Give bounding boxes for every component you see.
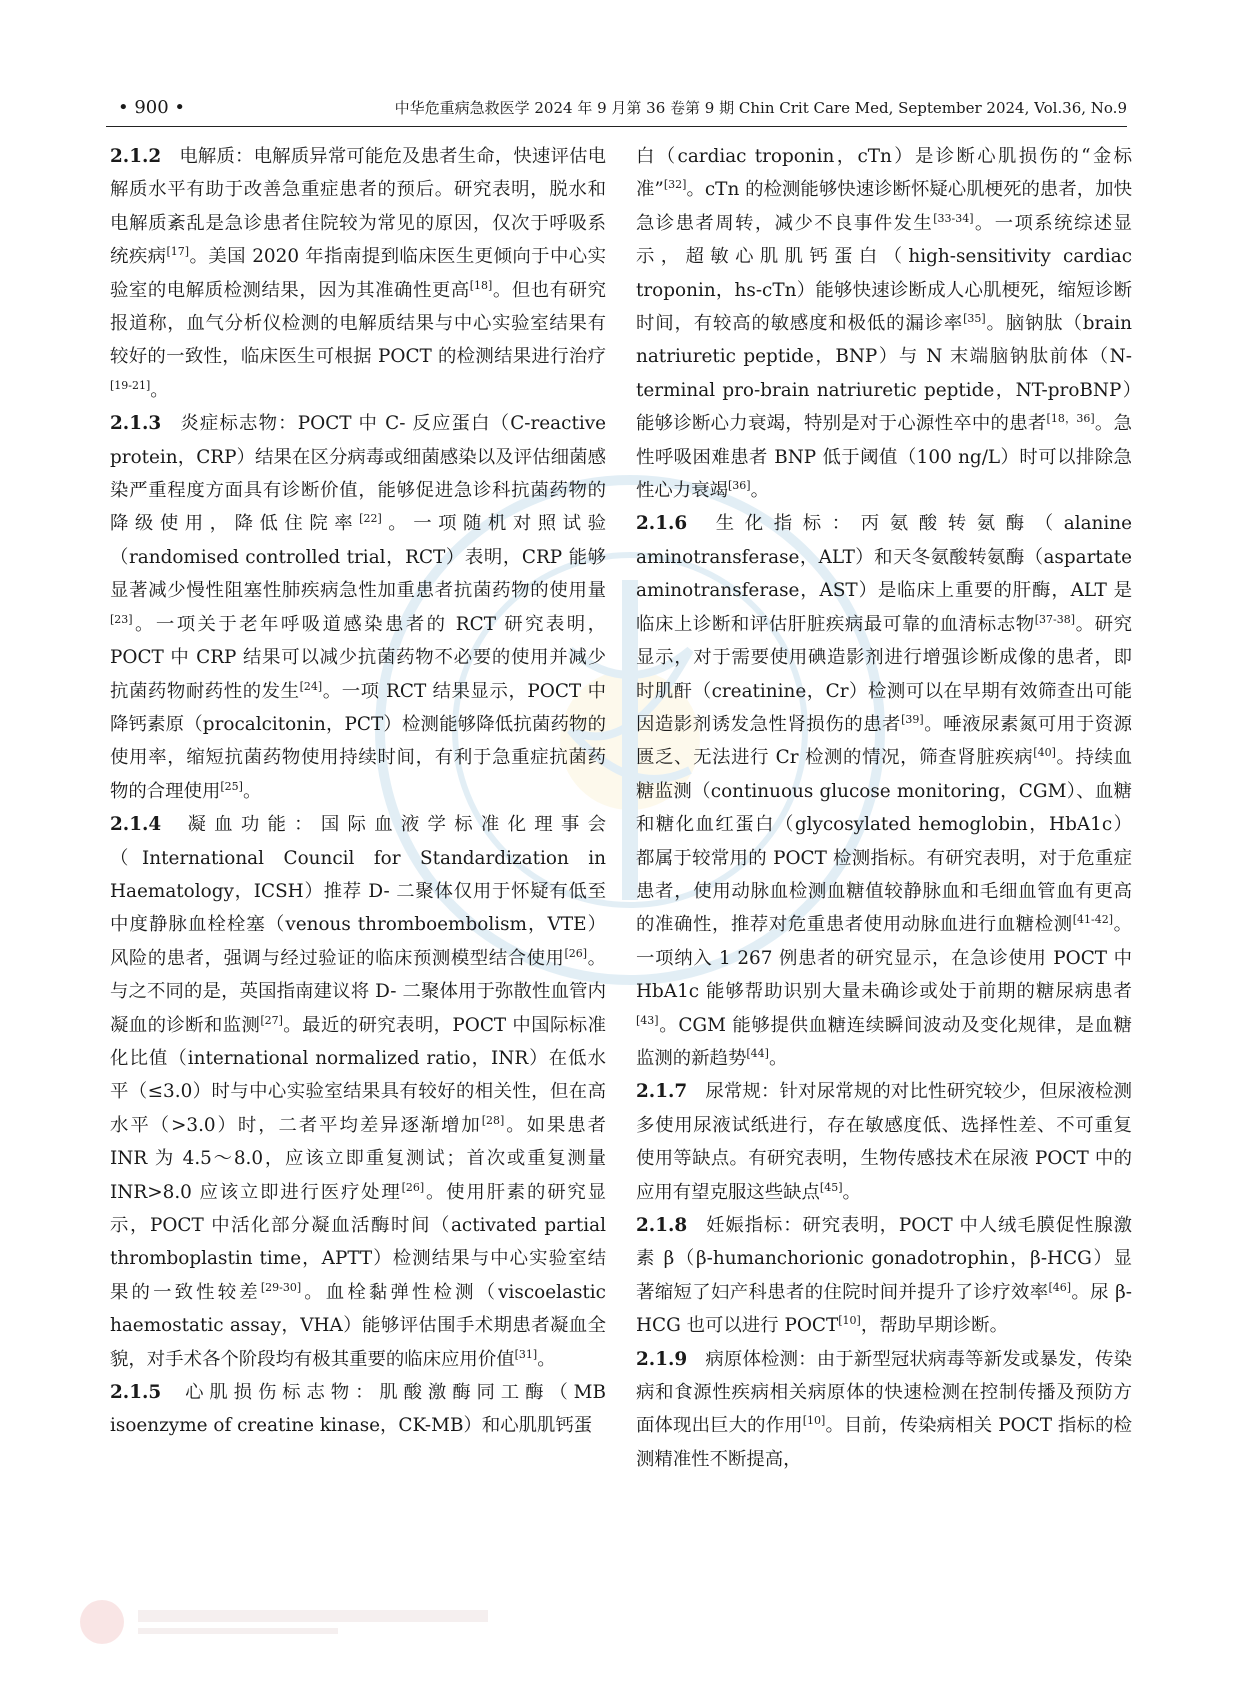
section-number: 2.1.9 bbox=[636, 1348, 688, 1370]
paragraph bbox=[636, 140, 1132, 507]
section-number: 2.1.7 bbox=[636, 1081, 688, 1103]
paragraph-text: 妊娠指标：研究表明，POCT 中人绒毛膜促性腺激素 β（β-humanchorionic gonadotrophin，β-HCG）显著缩短了妇产科患者的住院时间并提升了诊疗效率[46]。尿 β-HCG 也可以进行 POCT[10]，帮助早期诊断。 bbox=[636, 1215, 1132, 1337]
section-number: 2.1.3 bbox=[110, 413, 162, 435]
paragraph bbox=[636, 1075, 1132, 1209]
paragraph-text: 尿常规：针对尿常规的对比性研究较少，但尿液检测多使用尿液试纸进行，存在敏感度低、选择性差、不可重复使用等缺点。有研究表明，生物传感技术在尿液 POCT 中的应用有望克服这些缺点[45]。 bbox=[636, 1081, 1132, 1203]
paragraph bbox=[110, 1376, 606, 1443]
paragraph-text: 炎症标志物：POCT 中 C- 反应蛋白（C-reactive protein，CRP）结果在区分病毒或细菌感染以及评估细菌感染严重程度方面具有诊断价值，能够促进急诊科抗菌药物的降级使用，降低住院率[22]。一项随机对照试验（randomised controlled trial，RCT）表明，CRP 能够显著减少慢性阻塞性肺疾病急性加重患者抗菌药物的使用量[23]。一项关于老年呼吸道感染患者的 RCT 研究表明，POCT 中 CRP 结果可以减少抗菌药物不必要的使用并减少抗菌药物耐药性的发生[24]。一项 RCT 结果显示，POCT 中降钙素原（procalcitonin，PCT）检测能够降低抗菌药物的使用率，缩短抗菌药物使用持续时间，有利于急重症抗菌药物的合理使用[25]。 bbox=[110, 413, 606, 802]
section-number: 2.1.8 bbox=[636, 1215, 688, 1236]
paragraph bbox=[110, 407, 606, 808]
left-column bbox=[110, 140, 606, 1443]
paragraph bbox=[636, 507, 1132, 1075]
paragraph bbox=[636, 1343, 1132, 1477]
paragraph-text: 生化指标：丙氨酸转氨酶（alanine aminotransferase，ALT）和天冬氨酸转氨酶（aspartate aminotransferase，AST）是临床上重要的肝酶，ALT 是临床上诊断和评估肝脏疾病最可靠的血清标志物[37-38]。研究显示，对于需要使用碘造影剂进行增强诊断成像的患者，即时肌酐（creatinine，Cr）检测可以在早期有效筛查出可能因造影剂诱发急性肾损伤的患者[39]。唾液尿素氮可用于资源匮乏、无法进行 Cr 检测的情况，筛查肾脏疾病[40]。持续血糖监测（continuous glucose monitoring，CGM）、血糖和糖化血红蛋白（glycosylated hemoglobin，HbA1c）都属于较常用的 POCT 检测指标。有研究表明，对于危重症患者，使用动脉血检测血糖值较静脉血和毛细血管血有更高的准确性，推荐对危重患者使用动脉血进行血糖检测[41-42]。一项纳入 1 267 例患者的研究显示，在急诊使用 POCT 中 HbA1c 能够帮助识别大量未确诊或处于前期的糖尿病患者[43]。CGM 能够提供血糖连续瞬间波动及变化规律，是血糖监测的新趋势[44]。 bbox=[636, 513, 1132, 1069]
page-header bbox=[106, 96, 1127, 127]
paragraph bbox=[110, 808, 606, 1376]
section-number: 2.1.2 bbox=[110, 146, 162, 167]
paragraph bbox=[110, 140, 606, 407]
publisher-logo-watermark bbox=[78, 1592, 498, 1652]
section-number: 2.1.4 bbox=[110, 814, 162, 836]
page-number: • 900 • bbox=[118, 97, 186, 118]
paragraph-text: 心肌损伤标志物：肌酸激酶同工酶（MB isoenzyme of creatine kinase，CK-MB）和心肌肌钙蛋 bbox=[110, 1382, 606, 1437]
right-column bbox=[636, 140, 1132, 1476]
journal-citation: 中华危重病急救医学 2024 年 9 月第 36 卷第 9 期 Chin Crit Care Med, September 2024, Vol.36, No.9 bbox=[394, 99, 1127, 117]
paragraph bbox=[636, 1209, 1132, 1343]
section-number: 2.1.6 bbox=[636, 513, 688, 535]
paragraph-text: 电解质：电解质异常可能危及患者生命，快速评估电解质水平有助于改善急重症患者的预后。研究表明，脱水和电解质紊乱是急诊患者住院较为常见的原因，仅次于呼吸系统疾病[17]。美国 2020 年指南提到临床医生更倾向于中心实验室的电解质检测结果，因为其准确性更高[18]。但也有研究报道称，血气分析仪检测的电解质结果与中心实验室结果有较好的一致性，临床医生可根据 POCT 的检测结果进行治疗[19-21]。 bbox=[110, 146, 606, 401]
section-number: 2.1.5 bbox=[110, 1382, 162, 1404]
paragraph-text: 凝血功能：国际血液学标准化理事会（International Council for Standardization in Haematology，ICSH）推荐 D- 二聚体仅用于怀疑有低至中度静脉血栓栓塞（venous thromboembolism，VTE）风险的患者，强调与经过验证的临床预测模型结合使用[26]。与之不同的是，英国指南建议将 D- 二聚体用于弥散性血管内凝血的诊断和监测[27]。最近的研究表明，POCT 中国际标准化比值（international normalized ratio，INR）在低水平（≤3.0）时与中心实验室结果具有较好的相关性，但在高水平（>3.0）时，二者平均差异逐渐增加[28]。如果患者 INR 为 4.5～8.0，应该立即重复测试；首次或重复测量 INR>8.0 应该立即进行医疗处理[26]。使用肝素的研究显示，POCT 中活化部分凝血活酶时间（activated partial thromboplastin time，APTT）检测结果与中心实验室结果的一致性较差[29-30]。血栓黏弹性检测（viscoelastic haemostatic assay，VHA）能够评估围手术期患者凝血全貌，对手术各个阶段均有极其重要的临床应用价值[31]。 bbox=[110, 814, 606, 1370]
paragraph-text: 病原体检测：由于新型冠状病毒等新发或暴发，传染病和食源性疾病相关病原体的快速检测在控制传播及预防方面体现出巨大的作用[10]。目前，传染病相关 POCT 指标的检测精准性不断提高， bbox=[636, 1348, 1132, 1470]
paragraph-text: 白（cardiac troponin，cTn）是诊断心肌损伤的“金标准”[32]。cTn 的检测能够快速诊断怀疑心肌梗死的患者，加快急诊患者周转，减少不良事件发生[33-34]。一项系统综述显示，超敏心肌肌钙蛋白（high-sensitivity cardiac troponin，hs-cTn）能够快速诊断成人心肌梗死，缩短诊断时间，有较高的敏感度和极低的漏诊率[35]。脑钠肽（brain natriuretic peptide，BNP）与 N 末端脑钠肽前体（N-terminal pro-brain natriuretic peptide，NT-proBNP）能够诊断心力衰竭，特别是对于心源性卒中的患者[18，36]。急性呼吸困难患者 BNP 低于阈值（100 ng/L）时可以排除急性心力衰竭[36]。 bbox=[636, 146, 1132, 502]
